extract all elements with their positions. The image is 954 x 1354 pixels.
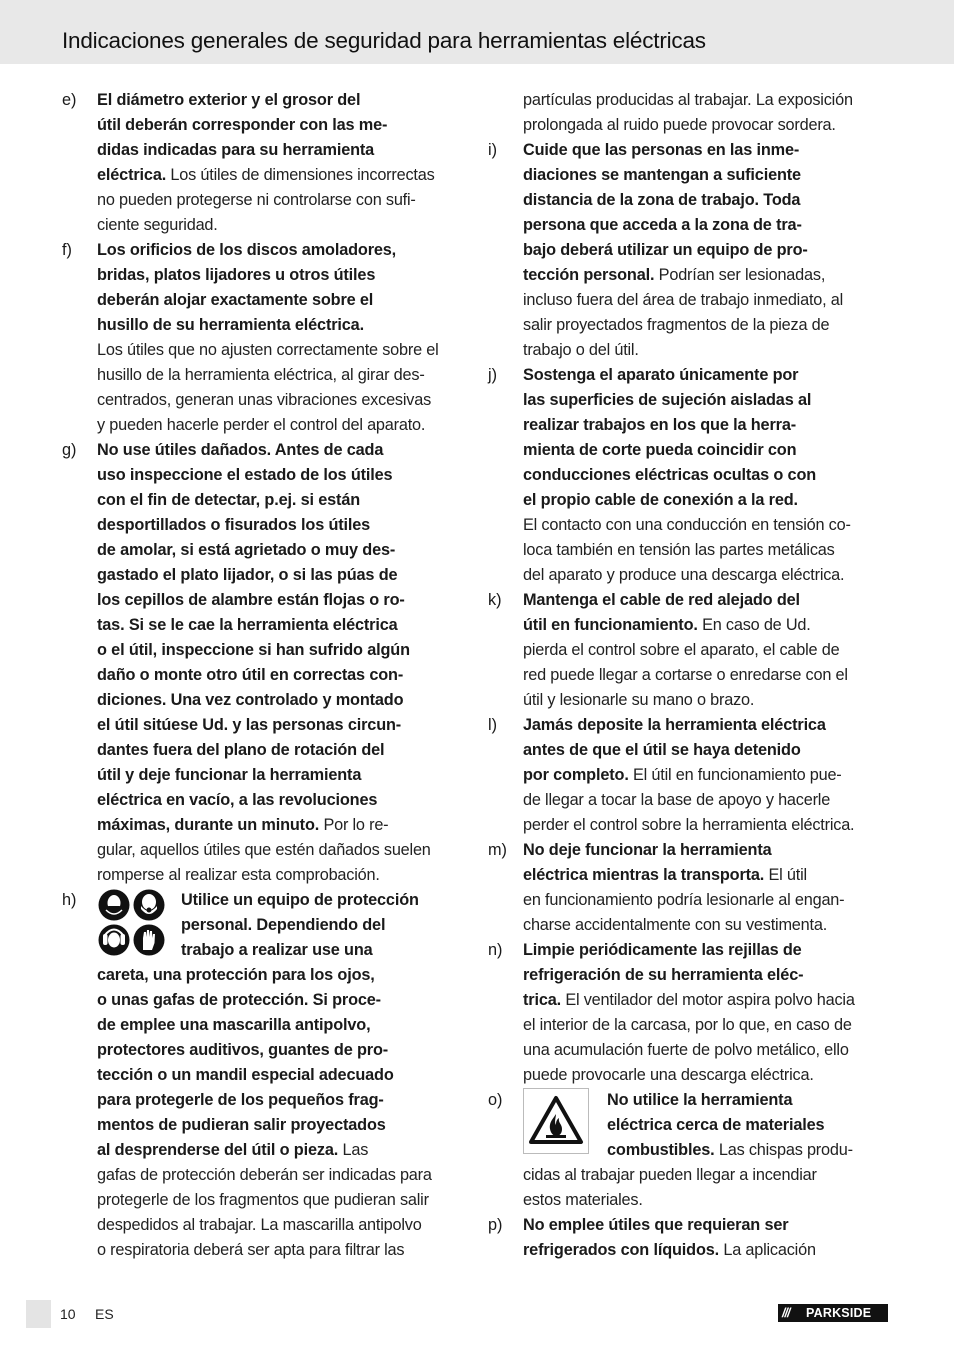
text-line	[97, 413, 466, 438]
fire-warning-pictogram	[523, 1088, 589, 1154]
safety-item-i	[488, 138, 892, 363]
bold-text: husillo de su herramienta eléctrica.	[97, 316, 364, 334]
text-line	[97, 363, 466, 388]
regular-text: El ventilador del motor aspira polvo hacia	[561, 991, 855, 1009]
text-line	[523, 288, 892, 313]
regular-text: husillo de la herramienta eléctrica, al girar des-	[97, 366, 425, 384]
regular-text: estos materiales.	[523, 1191, 643, 1209]
item-marker: k)	[488, 591, 502, 609]
bold-text: personal. Dependiendo del	[181, 916, 386, 934]
text-line	[523, 313, 892, 338]
text-line	[523, 863, 892, 888]
header-band	[0, 0, 954, 64]
bold-text: útil deberán corresponder con las me-	[97, 116, 388, 134]
text-line	[523, 813, 892, 838]
regular-text: El contacto con una conducción en tensión co-	[523, 516, 851, 534]
item-marker: n)	[488, 941, 503, 959]
bold-text: bajo deberá utilizar un equipo de pro-	[523, 241, 808, 259]
text-line	[523, 838, 892, 863]
bold-text: eléctrica en vacío, a las revoluciones	[97, 791, 378, 809]
regular-text: El útil en funcionamiento pue-	[628, 766, 842, 784]
bold-text: antes de que el útil se haya detenido	[523, 741, 801, 759]
bold-text: el propio cable de conexión a la red.	[523, 491, 798, 509]
regular-text: Las chispas produ-	[714, 1141, 853, 1159]
text-line	[97, 263, 466, 288]
text-line	[523, 438, 892, 463]
text-line	[523, 563, 892, 588]
regular-text: trabajo o del útil.	[523, 341, 639, 359]
text-line	[97, 713, 466, 738]
bold-text: las superficies de sujeción aisladas al	[523, 391, 812, 409]
regular-text: o respiratoria deberá ser apta para filtrar las	[97, 1241, 405, 1259]
ear-protection-icon	[99, 925, 130, 956]
bold-text: protectores auditivos, guantes de pro-	[97, 1041, 389, 1059]
text-line	[523, 688, 892, 713]
bold-text: útil en funcionamiento.	[523, 616, 698, 634]
safety-item-m	[488, 838, 892, 938]
flammable-warning-icon	[524, 1089, 588, 1153]
text-line	[97, 88, 466, 113]
text-line	[523, 138, 892, 163]
text-line	[523, 613, 892, 638]
text-line	[523, 988, 892, 1013]
text-line	[97, 613, 466, 638]
bold-text: Sostenga el aparato únicamente por	[523, 366, 799, 384]
regular-text: charse accidentalmente con su vestimenta.	[523, 916, 828, 934]
text-line	[523, 1213, 892, 1238]
regular-text: En caso de Ud.	[697, 616, 811, 634]
text-line	[97, 863, 466, 888]
bold-text: realizar trabajos en los que la herra-	[523, 416, 796, 434]
bold-text: persona que acceda a la zona de tra-	[523, 216, 802, 234]
text-line	[97, 163, 466, 188]
bold-text: distancia de la zona de trabajo. Toda	[523, 191, 801, 209]
safety-item-k	[488, 588, 892, 713]
text-line	[523, 763, 892, 788]
page-title: Indicaciones generales de seguridad para herramientas eléctricas	[62, 28, 706, 53]
text-line	[97, 1138, 466, 1163]
language-code: ES	[95, 1306, 114, 1322]
text-line	[523, 263, 892, 288]
safety-item-j	[488, 363, 892, 588]
safety-item-h-continued	[488, 88, 892, 138]
bold-text: combustibles.	[607, 1141, 715, 1159]
text-line	[523, 638, 892, 663]
page-number: 10	[60, 1306, 76, 1322]
text-line	[97, 138, 466, 163]
regular-text: El útil	[764, 866, 807, 884]
regular-text: Las	[338, 1141, 369, 1159]
bold-text: útil y deje funcionar la herramienta	[97, 766, 362, 784]
bold-text: El diámetro exterior y el grosor del	[97, 91, 361, 109]
regular-text: La aplicación	[719, 1241, 816, 1259]
text-line	[97, 238, 466, 263]
regular-text: Los útiles de dimensiones incorrectas	[166, 166, 435, 184]
text-line	[97, 488, 466, 513]
safety-item-g	[62, 438, 466, 888]
bold-text: mienta de corte pueda coincidir con	[523, 441, 797, 459]
bold-text: careta, una protección para los ojos,	[97, 966, 375, 984]
bold-text: eléctrica cerca de materiales	[607, 1116, 825, 1134]
text-line	[523, 588, 892, 613]
text-line	[97, 1213, 466, 1238]
bold-text: con el fin de detectar, p.ej. si están	[97, 491, 361, 509]
regular-text: Los útiles que no ajusten correctamente sobre el	[97, 341, 439, 359]
text-line	[97, 1063, 466, 1088]
bold-text: eléctrica mientras la transporta.	[523, 866, 765, 884]
text-line	[97, 563, 466, 588]
item-marker: e)	[62, 91, 77, 109]
item-marker: h)	[62, 891, 77, 909]
bold-text: los cepillos de alambre están flojas o ro-	[97, 591, 405, 609]
bold-text: uso inspeccione el estado de los útiles	[97, 466, 393, 484]
item-marker: m)	[488, 841, 507, 859]
text-line	[97, 988, 466, 1013]
text-line	[97, 788, 466, 813]
text-line	[97, 688, 466, 713]
text-line	[523, 513, 892, 538]
text-line	[523, 663, 892, 688]
text-line	[97, 338, 466, 363]
text-line	[97, 1188, 466, 1213]
text-line	[97, 963, 466, 988]
text-line	[523, 938, 892, 963]
bold-text: bridas, platos lijadores u otros útiles	[97, 266, 376, 284]
bold-text: Mantenga el cable de red alejado del	[523, 591, 800, 609]
text-line	[523, 488, 892, 513]
bold-text: No use útiles dañados. Antes de cada	[97, 441, 384, 459]
bold-text: eléctrica.	[97, 166, 167, 184]
bold-text: refrigerados con líquidos.	[523, 1241, 720, 1259]
text-line	[523, 1188, 892, 1213]
text-line	[523, 713, 892, 738]
bold-text: tección personal.	[523, 266, 655, 284]
text-line	[523, 338, 892, 363]
bold-text: de amolar, si está agrietado o muy des-	[97, 541, 396, 559]
text-line	[97, 288, 466, 313]
text-line	[523, 238, 892, 263]
regular-text: de llegar a tocar la base de apoyo y hacerle	[523, 791, 831, 809]
regular-text: prolongada al ruido puede provocar sordera.	[523, 116, 836, 134]
safety-item-e	[62, 88, 466, 238]
regular-text: no pueden protegerse ni controlarse con sufi-	[97, 191, 416, 209]
text-line	[523, 1163, 892, 1188]
text-line	[97, 388, 466, 413]
regular-text: despedidos al trabajar. La mascarilla antipolvo	[97, 1216, 422, 1234]
item-marker: p)	[488, 1216, 503, 1234]
text-line	[97, 1013, 466, 1038]
text-line	[97, 438, 466, 463]
text-line	[523, 1238, 892, 1263]
regular-text: cidas al trabajar pueden llegar a incendiar	[523, 1166, 817, 1184]
bold-text: el útil sitúese Ud. y las personas circun-	[97, 716, 402, 734]
text-line	[97, 538, 466, 563]
bold-text: diciones. Una vez controlado y montado	[97, 691, 404, 709]
text-line	[97, 813, 466, 838]
regular-text: centrados, generan unas vibraciones excesivas	[97, 391, 432, 409]
regular-text: ciente seguridad.	[97, 216, 218, 234]
safety-item-p	[488, 1213, 892, 1263]
footer-marker	[26, 1300, 51, 1328]
bold-text: No deje funcionar la herramienta	[523, 841, 772, 859]
bold-text: Cuide que las personas en las inme-	[523, 141, 800, 159]
text-line	[523, 413, 892, 438]
text-line	[97, 838, 466, 863]
regular-text: romperse al realizar esta comprobación.	[97, 866, 380, 884]
regular-text: gular, aquellos útiles que estén dañados suelen	[97, 841, 431, 859]
bold-text: daño o monte otro útil en correctas con-	[97, 666, 404, 684]
gloves-icon	[134, 925, 165, 956]
regular-text: una acumulación fuerte de polvo metálico, ello	[523, 1041, 849, 1059]
text-line	[523, 213, 892, 238]
bold-text: al desprenderse del útil o pieza.	[97, 1141, 339, 1159]
bold-text: para protegerle de los pequeños frag-	[97, 1091, 384, 1109]
logo-text: PARKSIDE	[806, 1306, 872, 1320]
bold-text: máximas, durante un minuto.	[97, 816, 320, 834]
bold-text: deberán alojar exactamente sobre el	[97, 291, 374, 309]
text-line	[97, 1238, 466, 1263]
safety-item-h	[62, 888, 466, 1263]
item-marker: j)	[488, 366, 498, 384]
text-line	[523, 1063, 892, 1088]
bold-text: No utilice la herramienta	[607, 1091, 793, 1109]
text-line	[523, 163, 892, 188]
regular-text: y pueden hacerle perder el control del aparato.	[97, 416, 426, 434]
face-shield-icon	[99, 890, 130, 921]
bold-text: Los orificios de los discos amoladores,	[97, 241, 397, 259]
bold-text: didas indicadas para su herramienta	[97, 141, 375, 159]
text-line	[97, 513, 466, 538]
text-line	[523, 963, 892, 988]
text-line	[523, 388, 892, 413]
regular-text: salir proyectados fragmentos de la pieza de	[523, 316, 830, 334]
bold-text: mentos de pudieran salir proyectados	[97, 1116, 386, 1134]
regular-text: del aparato y produce una descarga eléctrica.	[523, 566, 845, 584]
bold-text: desportillados o fisurados los útiles	[97, 516, 371, 534]
text-line	[523, 363, 892, 388]
dust-mask-icon	[134, 890, 165, 921]
text-line	[523, 188, 892, 213]
text-line	[523, 913, 892, 938]
text-line	[97, 1113, 466, 1138]
bold-text: trabajo a realizar use una	[181, 941, 373, 959]
right-column	[488, 88, 892, 1263]
logo-slashes: ///	[782, 1306, 790, 1320]
regular-text: el interior de la carcasa, por lo que, en caso de	[523, 1016, 852, 1034]
bold-text: o el útil, inspeccione si han sufrido algún	[97, 641, 410, 659]
bold-text: Utilice un equipo de protección	[181, 891, 419, 909]
item-marker: f)	[62, 241, 72, 259]
bold-text: Jamás deposite la herramienta eléctrica	[523, 716, 826, 734]
regular-text: gafas de protección deberán ser indicadas para	[97, 1166, 432, 1184]
regular-text: loca también en tensión las partes metálicas	[523, 541, 835, 559]
bold-text: o unas gafas de protección. Si proce-	[97, 991, 381, 1009]
regular-text: red puede llegar a cortarse o enredarse con el	[523, 666, 848, 684]
bold-text: refrigeración de su herramienta eléc-	[523, 966, 804, 984]
safety-item-l	[488, 713, 892, 838]
text-line	[523, 113, 892, 138]
item-marker: o)	[488, 1091, 503, 1109]
bold-text: No emplee útiles que requieran ser	[523, 1216, 789, 1234]
text-line	[97, 763, 466, 788]
regular-text: incluso fuera del área de trabajo inmediato, al	[523, 291, 844, 309]
bold-text: de emplee una mascarilla antipolvo,	[97, 1016, 371, 1034]
regular-text: Por lo re-	[319, 816, 389, 834]
parkside-logo	[778, 1304, 888, 1322]
text-line	[523, 1013, 892, 1038]
left-column	[62, 88, 466, 1263]
regular-text: perder el control sobre la herramienta eléctrica.	[523, 816, 855, 834]
safety-item-n	[488, 938, 892, 1088]
bold-text: por completo.	[523, 766, 629, 784]
regular-text: pierda el control sobre el aparato, el cable de	[523, 641, 840, 659]
text-line	[97, 738, 466, 763]
bold-text: tas. Si se le cae la herramienta eléctrica	[97, 616, 398, 634]
bold-text: gastado el plato lijador, o si las púas de	[97, 566, 398, 584]
bold-text: conducciones eléctricas ocultas o con	[523, 466, 817, 484]
text-line	[97, 588, 466, 613]
text-line	[523, 738, 892, 763]
regular-text: protegerle de los fragmentos que pudieran salir	[97, 1191, 429, 1209]
item-marker: i)	[488, 141, 498, 159]
item-marker: g)	[62, 441, 77, 459]
text-line	[523, 1038, 892, 1063]
text-line	[97, 638, 466, 663]
text-line	[523, 788, 892, 813]
text-line	[97, 1163, 466, 1188]
text-line	[97, 313, 466, 338]
text-line	[97, 463, 466, 488]
text-line	[97, 213, 466, 238]
text-line	[97, 663, 466, 688]
text-line	[523, 538, 892, 563]
text-line	[97, 188, 466, 213]
safety-item-o	[488, 1088, 892, 1213]
regular-text: Podrían ser lesionadas,	[654, 266, 826, 284]
text-line	[97, 113, 466, 138]
text-line	[523, 888, 892, 913]
item-marker: l)	[488, 716, 498, 734]
bold-text: tección o un mandil especial adecuado	[97, 1066, 394, 1084]
bold-text: dantes fuera del plano de rotación del	[97, 741, 385, 759]
text-line	[523, 463, 892, 488]
text-line	[97, 1088, 466, 1113]
regular-text: partículas producidas al trabajar. La exposición	[523, 91, 853, 109]
regular-text: puede provocarle una descarga eléctrica.	[523, 1066, 814, 1084]
bold-text: trica.	[523, 991, 562, 1009]
text-line	[97, 1038, 466, 1063]
bold-text: Limpie periódicamente las rejillas de	[523, 941, 802, 959]
safety-item-f	[62, 238, 466, 438]
text-line	[523, 88, 892, 113]
regular-text: en funcionamiento podría lesionarle al engan-	[523, 891, 845, 909]
protective-equipment-pictograms	[97, 888, 167, 958]
bold-text: diaciones se mantengan a suficiente	[523, 166, 801, 184]
regular-text: útil y lesionarle su mano o brazo.	[523, 691, 755, 709]
